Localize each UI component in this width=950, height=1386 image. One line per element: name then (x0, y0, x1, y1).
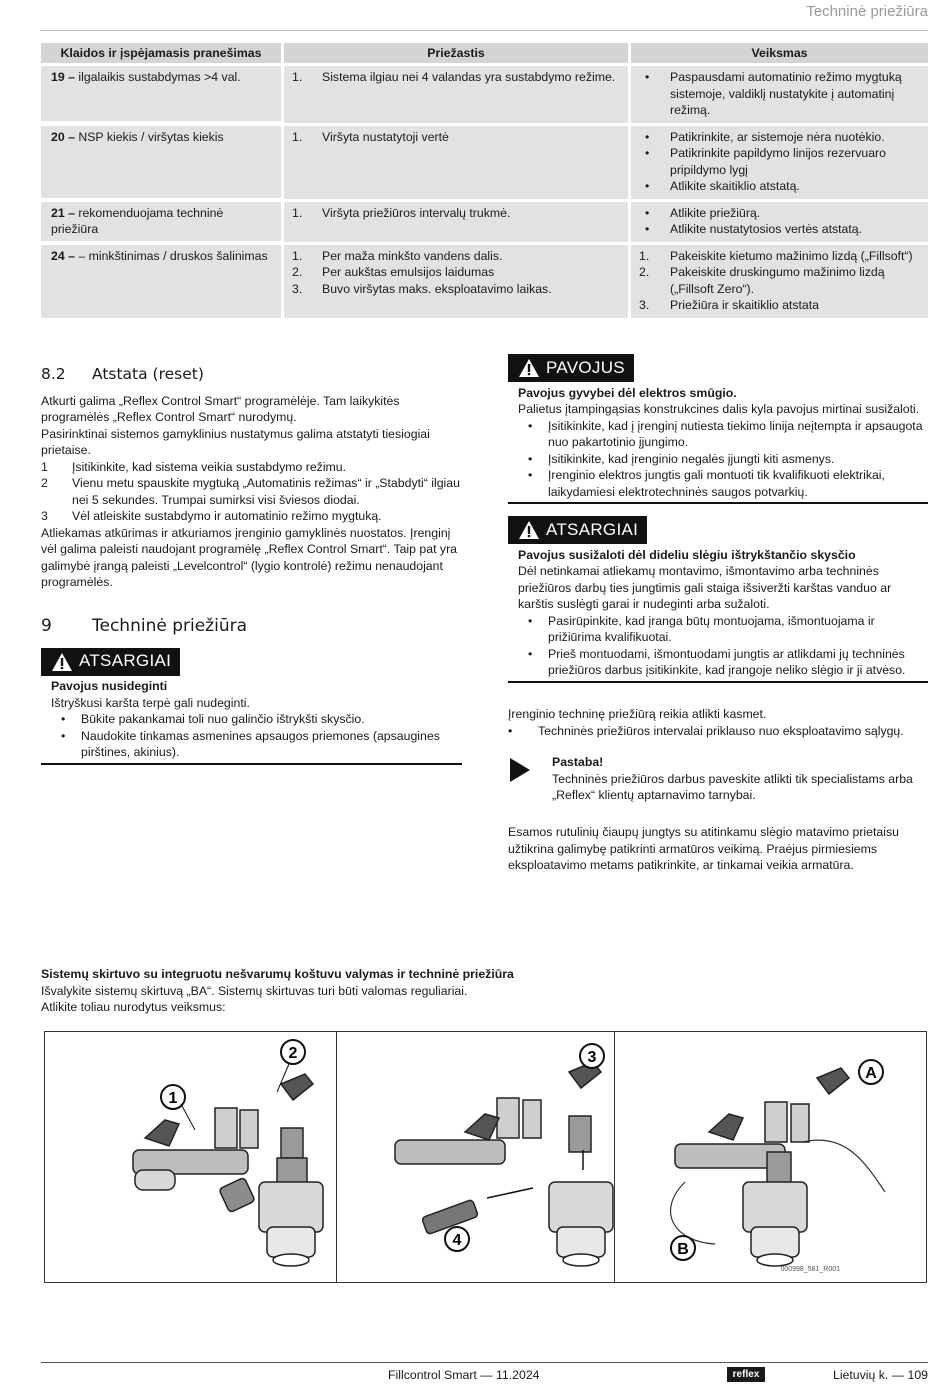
list-item (518, 467, 928, 500)
step-number: 1 (41, 459, 48, 474)
list-text: Per maža minkšto vandens dalis. (322, 248, 503, 263)
table-header-cause: Priežastis (284, 43, 628, 63)
caution-title: Pavojus susižaloti dėl dideliu slėgiu ištrykštančio skysčio (518, 547, 856, 562)
separator-section (41, 966, 928, 1016)
list-item (292, 69, 618, 86)
table-cell-cause (284, 66, 628, 123)
error-code: 21 – (51, 205, 75, 220)
table-header-row (41, 43, 928, 63)
table-cell-action (631, 245, 928, 318)
section-heading (41, 366, 462, 383)
list-marker: 3. (639, 298, 650, 312)
list-text: Įsitikinkite, kad į įrenginį nutiesta tiekimo linija neįtempta ir apsaugota nuo pakartotinio įjungimo. (548, 418, 923, 449)
bullet: • (528, 468, 533, 482)
note-title: Pastaba! (552, 755, 604, 769)
table-header-message: Klaidos ir įspėjamasis pranešimas (41, 43, 281, 63)
list-item (292, 264, 618, 281)
list-item (639, 129, 918, 146)
danger-block (508, 354, 928, 504)
table-cell-message (41, 202, 281, 241)
caution-block (41, 648, 462, 765)
caution-text: Dėl netinkamai atliekamų montavimo, išmontavimo arba techninės priežiūros darbų ties jungtimis gali staiga išsiveržti karštas vanduo ar karštis suslėgti garai ir nudeginti arba sužaloti. (518, 564, 892, 611)
caution-text: Ištryškusi karšta terpė gali nudeginti. (51, 695, 250, 710)
caution-label (41, 648, 180, 676)
paragraph: Atlikite toliau nurodytus veiksmus: (41, 1000, 226, 1014)
list-item (292, 248, 618, 265)
paragraph: Įrenginio techninę priežiūrą reikia atlikti kasmet. (508, 707, 767, 721)
list-item (639, 145, 918, 178)
error-code: 20 – (51, 129, 75, 144)
step-item (41, 459, 462, 476)
table-row (41, 126, 928, 199)
list-text: Patikrinkite, ar sistemoje nėra nuotėkio. (670, 129, 885, 144)
figure-label-2: 2 (288, 1045, 298, 1062)
figure-label-a: A (865, 1065, 877, 1082)
list-marker: • (645, 129, 650, 144)
danger-label (508, 354, 634, 382)
caution-body (41, 678, 462, 765)
annual-maintenance (508, 706, 928, 739)
list-text: Atlikite priežiūrą. (670, 205, 761, 220)
figure-code: 000998_581_R001 (780, 1265, 840, 1273)
reset-section (41, 366, 462, 591)
list-item (292, 129, 618, 146)
figure-label-3: 3 (587, 1049, 597, 1066)
list-text: Techninės priežiūros intervalai priklauso nuo eksploatavimo sąlygų. (538, 723, 904, 738)
list-item (518, 646, 928, 679)
maintenance-section (41, 618, 462, 765)
list-marker: 1. (292, 205, 303, 220)
bullet: • (528, 646, 533, 661)
list-item (518, 418, 928, 451)
error-message: NSP kiekis / viršytas kiekis (74, 129, 224, 144)
list-text: Viršyta nustatytoji vertė (322, 129, 449, 144)
list-marker: 3. (292, 281, 303, 296)
table-header-action: Veiksmas (631, 43, 928, 63)
list-item (292, 205, 618, 222)
danger-title: Pavojus gyvybei dėl elektros smūgio. (518, 385, 737, 400)
step-text: Vienu metu spauskite mygtuką „Automatinis režimas“ ir „Stabdyti“ ilgiau nei 5 sekundes. Trumpai sumirksi visi šviesos diodai. (72, 476, 460, 507)
reflex-logo: reflex (727, 1367, 765, 1382)
list-marker: 1. (292, 129, 303, 144)
list-text: Būkite pakankamai toli nuo galinčio ištrykšti skysčio. (81, 712, 365, 726)
list-item (51, 711, 462, 728)
caution-label-text: ATSARGIAI (546, 519, 639, 539)
caution-block-2 (508, 516, 928, 683)
list-item (639, 205, 918, 222)
running-header: Techninė priežiūra (806, 3, 928, 20)
warning-triangle-icon (51, 652, 73, 672)
bullet: • (528, 418, 533, 433)
danger-text: Palietus įtampingąsias konstrukcines dalis kyla pavojus mirtinai susižaloti. (518, 402, 920, 416)
caution-label-text: ATSARGIAI (79, 651, 172, 671)
list-text: Per aukštas emulsijos laidumas (322, 265, 495, 279)
list-marker: • (645, 205, 650, 220)
list-item (639, 221, 918, 238)
table-row (41, 66, 928, 123)
footer-page: Lietuvių k. — 109 (832, 1368, 928, 1382)
header-rule (40, 30, 928, 31)
list-text: Sistema ilgiau nei 4 valandas yra sustabdymo režime. (322, 70, 616, 84)
list-text: Prieš montuodami, išmontuodami jungtis ar atlikdami jų techninės priežiūros darbus įsitikinkite, kad įrangoje neliko slėgio ir ji atvėso. (548, 646, 906, 677)
list-text: Pasirūpinkite, kad įranga būtų montuojama, išmontuojama ir prižiūrima kvalifikuotai. (548, 613, 875, 644)
separator-panel-1 (45, 1032, 336, 1282)
table-cell-cause (284, 245, 628, 318)
list-text: Priežiūra ir skaitiklio atstata (670, 298, 819, 312)
step-item (41, 475, 462, 508)
footer-title: Fillcontrol Smart — 11.2024 (388, 1368, 540, 1382)
error-message: – minkštinimas / druskos šalinimas (74, 248, 268, 263)
table-cell-action (631, 66, 928, 123)
figure-label-1: 1 (168, 1090, 178, 1107)
step-text: Vėl atleiskite sustabdymo ir automatinio režimo mygtuką. (72, 509, 382, 523)
table-cell-message (41, 66, 281, 121)
danger-label-text: PAVOJUS (546, 357, 625, 377)
list-text: Viršyta priežiūros intervalų trukmė. (322, 205, 511, 220)
table-cell-action (631, 202, 928, 242)
list-text: Naudokite tinkamas asmenines apsaugos priemones (apsaugines pirštines, akinius). (81, 728, 440, 759)
caution-label (508, 516, 647, 544)
bullet: • (61, 712, 66, 726)
footer-rule (41, 1362, 928, 1363)
section-number: 8.2 (41, 365, 66, 383)
list-text: Pakeiskite druskingumo mažinimo lizdą („Fillsoft Zero“). (670, 265, 885, 296)
list-text: Atlikite nustatytosios vertės atstatą. (670, 222, 863, 236)
separator-panel-2 (337, 1032, 614, 1282)
error-table (41, 43, 928, 318)
note (508, 754, 928, 804)
section-heading (41, 618, 462, 635)
caution-body (508, 547, 928, 683)
figure-label-4: 4 (452, 1232, 462, 1249)
list-item (639, 248, 918, 265)
section-subheading: Sistemų skirtuvo su integruotu nešvarumų koštuvu valymas ir techninė priežiūra (41, 967, 514, 981)
bullet: • (528, 613, 533, 628)
list-marker: 1. (292, 248, 303, 263)
bullet: • (61, 728, 66, 743)
step-number: 3 (41, 509, 48, 523)
table-cell-cause (284, 202, 628, 242)
list-marker: • (645, 70, 650, 84)
error-message: ilgalaikis sustabdymas >4 val. (74, 70, 241, 84)
error-code: 24 – (51, 248, 75, 263)
section-number: 9 (41, 616, 52, 636)
section-title: Techninė priežiūra (92, 616, 248, 636)
separator-panel-3 (615, 1032, 927, 1282)
maintenance-figure (44, 1031, 927, 1283)
table-cell-message (41, 126, 281, 198)
list-text: Atlikite skaitiklio atstatą. (670, 179, 800, 193)
list-text: Paspausdami automatinio režimo mygtuką sistemoje, valdiklį nustatykite į automatinį režimą. (670, 70, 902, 117)
table-cell-cause (284, 126, 628, 199)
list-item (639, 178, 918, 195)
list-marker: 2. (639, 265, 650, 279)
list-text: Įrenginio elektros jungtis gali montuoti tik kvalifikuoti elektrikai, laikydamiesi elektrotechninės saugos potvarkių. (548, 468, 885, 499)
caution-title: Pavojus nusideginti (51, 679, 168, 693)
list-marker: 1. (639, 248, 650, 263)
list-text: Buvo viršytas maks. eksploatavimo laikas. (322, 281, 552, 296)
note-text: Techninės priežiūros darbus paveskite atlikti tik specialistams arba „Reflex“ klientų aptarnavimo tarnybai. (552, 771, 913, 802)
list-text: Patikrinkite papildymo linijos rezervuaro pripildymo lygį (670, 146, 886, 177)
figure-label-b: B (677, 1241, 689, 1258)
list-marker: • (645, 146, 650, 160)
list-item (518, 613, 928, 646)
table-row (41, 245, 928, 318)
list-text: Įsitikinkite, kad įrenginio negalės įjungti kiti asmenys. (548, 451, 835, 466)
section-title: Atstata (reset) (92, 365, 204, 383)
table-cell-action (631, 126, 928, 199)
paragraph: Atkurti galima „Reflex Control Smart“ programėlėje. Tam laikykitės programėlės „Reflex Control Smart“ nurodymų. (41, 393, 400, 424)
table-cell-message (41, 245, 281, 318)
list-marker: 2. (292, 265, 303, 279)
step-item (41, 508, 462, 525)
paragraph: Pasirinktinai sistemos gamyklinius nustatymus galima atstatyti tiesiogiai prietaise. (41, 426, 430, 457)
bullet: • (508, 723, 513, 738)
list-item (639, 264, 918, 297)
danger-body (508, 385, 928, 505)
list-item (518, 451, 928, 468)
paragraph: Atliekamas atkūrimas ir atkuriamos įrenginio gamyklinės nuostatos. Įrenginį vėl galima paleisti naudojant programėlę „Reflex Control Smart“. Taip pat yra galimybė įrangą paleisti „Levelcontrol“ (lygio kontrolė) režimu nenaudojant programėlės. (41, 525, 458, 589)
bullet: • (528, 451, 533, 466)
warning-triangle-icon (518, 358, 540, 378)
list-item (51, 728, 462, 761)
list-marker: 1. (292, 70, 303, 84)
arrow-right-icon (508, 754, 552, 804)
list-text: Pakeiskite kietumo mažinimo lizdą („Fillsoft“) (670, 248, 913, 263)
step-text: Įsitikinkite, kad sistema veikia sustabdymo režimu. (72, 459, 347, 474)
error-code: 19 – (51, 70, 75, 84)
list-item (508, 723, 928, 740)
list-item (639, 297, 918, 314)
paragraph: Išvalykite sistemų skirtuvą „BA“. Sistemų skirtuvas turi būti valomas reguliariai. (41, 983, 468, 998)
list-marker: • (645, 222, 650, 236)
error-message: rekomenduojama techninė priežiūra (51, 205, 224, 236)
warning-triangle-icon (518, 520, 540, 540)
table-row (41, 202, 928, 242)
list-item (292, 281, 618, 298)
list-marker: • (645, 179, 650, 193)
valves-paragraph: Esamos rutulinių čiaupų jungtys su atitinkamu slėgio matavimo prietaisu užtikrina galimybę patikrinti armatūros veikimą. Praėjus pirmiesiems eksploatavimo metams patikrinkite, ar tinkamai veikia armatūra. (508, 825, 899, 872)
step-number: 2 (41, 476, 48, 490)
list-item (639, 69, 918, 119)
note-content (552, 754, 928, 804)
note-block (508, 754, 928, 804)
